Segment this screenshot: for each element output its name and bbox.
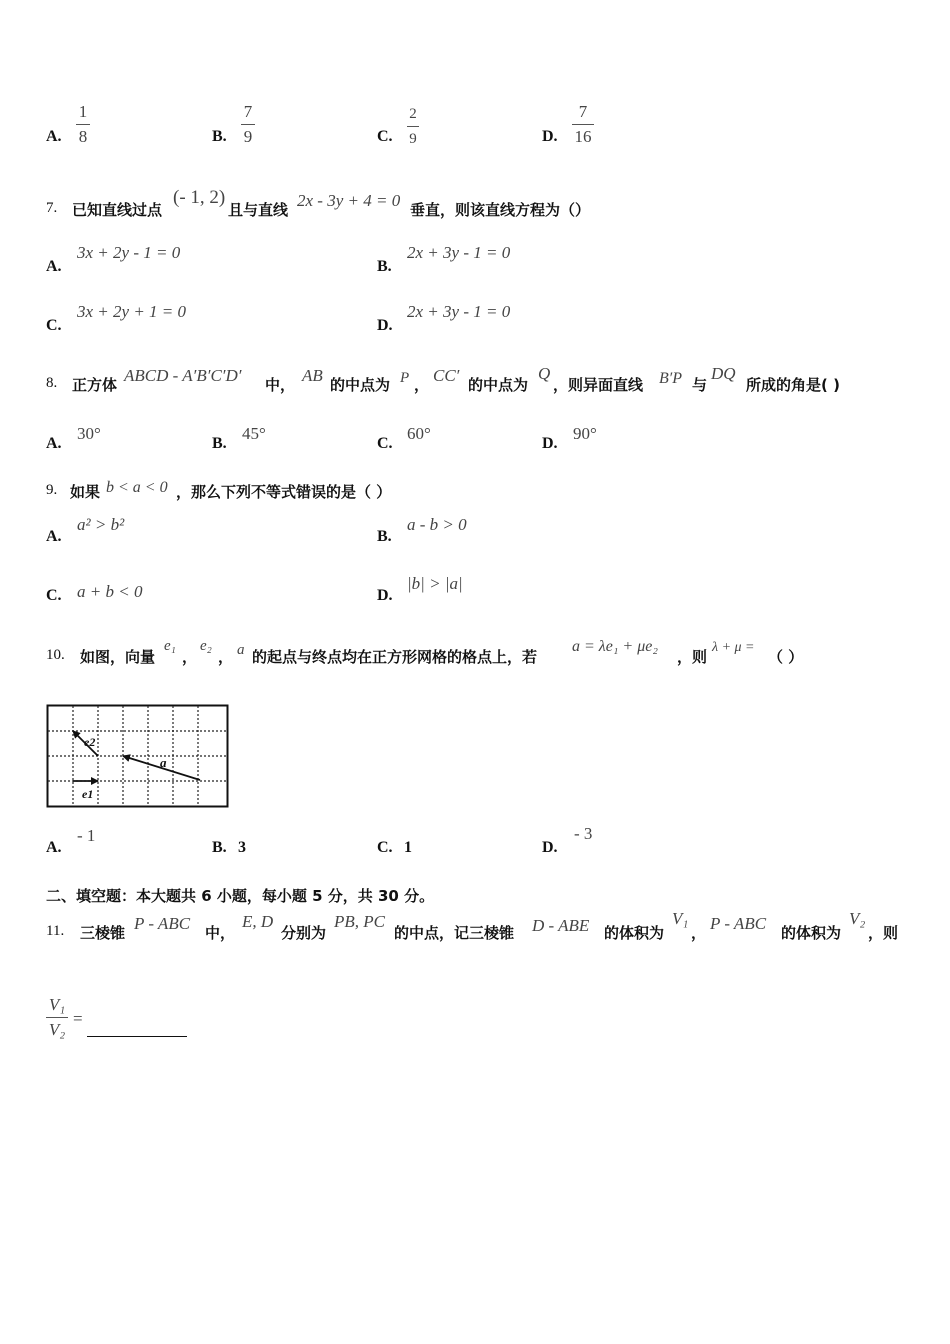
- q9-option-d-expr: |b| > |a|: [407, 574, 463, 593]
- q8-text: 的中点为: [468, 376, 529, 394]
- q10-option-a-val: - 1: [77, 826, 96, 845]
- denominator: 9: [409, 131, 417, 147]
- q8-option-c-label: C.: [377, 435, 393, 452]
- numerator: 7: [243, 102, 253, 121]
- q9-option-b-expr: a - b > 0: [407, 515, 467, 534]
- q7-option-b-expr: 2x + 3y - 1 = 0: [407, 243, 511, 262]
- q8-dq: DQ: [711, 364, 736, 383]
- q6-option-c-fraction: [407, 104, 419, 149]
- q7-text: 且与直线: [228, 201, 289, 219]
- q10-equation: a = λe₁ + μe₂: [572, 638, 658, 655]
- q11-equals: =: [73, 1009, 83, 1028]
- q6-option-d-label: D.: [542, 128, 558, 145]
- q11-text: 中，: [205, 924, 236, 942]
- q9-option-a-label: A.: [46, 528, 62, 545]
- q9-option-d-label: D.: [377, 587, 393, 604]
- q7-option-c-expr: 3x + 2y + 1 = 0: [77, 302, 187, 321]
- q11-number: 11.: [46, 923, 65, 939]
- q9-condition: b < a < 0: [106, 479, 168, 496]
- q8-option-a-val: 30°: [77, 424, 101, 443]
- q8-text: ，则异面直线: [553, 376, 644, 394]
- denominator: V₂: [48, 1020, 66, 1039]
- q8-text: 与: [692, 376, 708, 394]
- q10-text: ，: [182, 648, 198, 666]
- q10-option-c-val: 1: [404, 839, 412, 856]
- q10-option-b-label: B.: [212, 839, 227, 856]
- q9-option-c-expr: a + b < 0: [77, 582, 143, 601]
- q11-text: 的中点，记三棱锥: [394, 924, 515, 942]
- q8-option-a-label: A.: [46, 435, 62, 452]
- q8-text: 的中点为: [330, 376, 391, 394]
- q11-text: 的体积为: [781, 924, 842, 942]
- numerator: 2: [409, 106, 417, 122]
- figure-label-e1: e1: [82, 787, 94, 801]
- q9-text: ，那么下列不等式错误的是（ ）: [176, 483, 392, 501]
- q6-option-b-label: B.: [212, 128, 227, 145]
- q6-option-b-fraction: [241, 102, 255, 147]
- q11-text: 分别为: [281, 924, 327, 942]
- q8-option-d-val: 90°: [573, 424, 597, 443]
- q10-option-d-val: - 3: [574, 824, 593, 843]
- q7-number: 7.: [46, 200, 58, 216]
- q11-answer-blank[interactable]: [87, 1022, 187, 1037]
- figure-label-e2: e2: [84, 735, 96, 749]
- numerator: V₁: [48, 995, 66, 1014]
- q11-text: 三棱锥: [80, 924, 126, 942]
- q11-pabc: P - ABC: [710, 914, 767, 933]
- q10-option-c-label: C.: [377, 839, 393, 856]
- q8-text: 中，: [265, 376, 296, 394]
- q8-cube: ABCD - A′B′C′D′: [124, 366, 242, 385]
- q7-option-a-expr: 3x + 2y - 1 = 0: [77, 243, 181, 262]
- q10-sum: λ + μ =: [712, 640, 755, 655]
- q10-option-a-label: A.: [46, 839, 62, 856]
- q8-option-b-val: 45°: [242, 424, 266, 443]
- q7-option-a-label: A.: [46, 258, 62, 275]
- numerator: 1: [78, 102, 88, 121]
- q10-option-b-val: 3: [238, 839, 246, 856]
- q8-p: P: [400, 370, 410, 386]
- q11-text: ，则: [868, 924, 899, 942]
- denominator: 9: [243, 127, 253, 146]
- figure-label-a: a: [160, 755, 167, 770]
- section-2-title: 二、填空题：本大题共 6 小题，每小题 5 分，共 30 分。: [46, 887, 435, 905]
- q9-text: 如果: [70, 483, 101, 501]
- q10-e2: e₂: [200, 638, 212, 654]
- q11-text: ，: [691, 924, 707, 942]
- q7-text: 已知直线过点: [72, 201, 163, 219]
- q7-option-c-label: C.: [46, 317, 62, 334]
- q11-v2: V₂: [849, 909, 866, 928]
- q8-text: 所成的角是( ): [746, 376, 840, 394]
- q10-text: ，则: [677, 648, 708, 666]
- q7-option-d-label: D.: [377, 317, 393, 334]
- q10-e1: e₁: [164, 638, 176, 654]
- q8-option-c-val: 60°: [407, 424, 431, 443]
- q11-dabe: D - ABE: [532, 916, 590, 935]
- q6-option-a-label: A.: [46, 128, 62, 145]
- q6-option-c-label: C.: [377, 128, 393, 145]
- q10-a: a: [237, 642, 245, 658]
- q6-option-a-fraction: [76, 102, 90, 147]
- q11-ratio-fraction: [46, 995, 68, 1040]
- vector-grid-figure: [46, 704, 230, 810]
- q10-text: 的起点与终点均在正方形网格的格点上，若: [252, 648, 538, 666]
- q8-ab: AB: [302, 366, 323, 385]
- q7-text: 垂直，则该直线方程为（）: [410, 201, 591, 219]
- numerator: 7: [578, 102, 588, 121]
- q8-option-b-label: B.: [212, 435, 227, 452]
- q8-q: Q: [538, 364, 551, 383]
- q8-cc: CC′: [433, 366, 460, 385]
- q10-number: 10.: [46, 647, 65, 663]
- denominator: 16: [574, 127, 592, 146]
- q10-option-d-label: D.: [542, 839, 558, 856]
- q10-text: （ ）: [768, 648, 804, 666]
- q7-option-d-expr: 2x + 3y - 1 = 0: [407, 302, 511, 321]
- q9-number: 9.: [46, 482, 58, 498]
- q8-text: 正方体: [72, 376, 118, 394]
- q7-point: (- 1, 2): [173, 187, 226, 208]
- q10-text: 如图，向量: [80, 648, 156, 666]
- q7-line-equation: 2x - 3y + 4 = 0: [297, 191, 401, 210]
- q9-option-c-label: C.: [46, 587, 62, 604]
- q6-option-d-fraction: [572, 102, 594, 147]
- q9-option-b-label: B.: [377, 528, 392, 545]
- q9-option-a-expr: a² > b²: [77, 515, 125, 534]
- q10-text: ，: [218, 648, 234, 666]
- q8-option-d-label: D.: [542, 435, 558, 452]
- denominator: 8: [78, 127, 88, 146]
- q8-text: ，: [414, 376, 430, 394]
- q8-bp: B′P: [659, 370, 683, 387]
- q11-pyramid: P - ABC: [134, 914, 191, 933]
- q11-ed: E, D: [242, 912, 274, 931]
- q11-pbpc: PB, PC: [334, 912, 385, 931]
- q11-text: 的体积为: [604, 924, 665, 942]
- q7-option-b-label: B.: [377, 258, 392, 275]
- q11-v1: V₁: [672, 909, 689, 928]
- q8-number: 8.: [46, 375, 58, 391]
